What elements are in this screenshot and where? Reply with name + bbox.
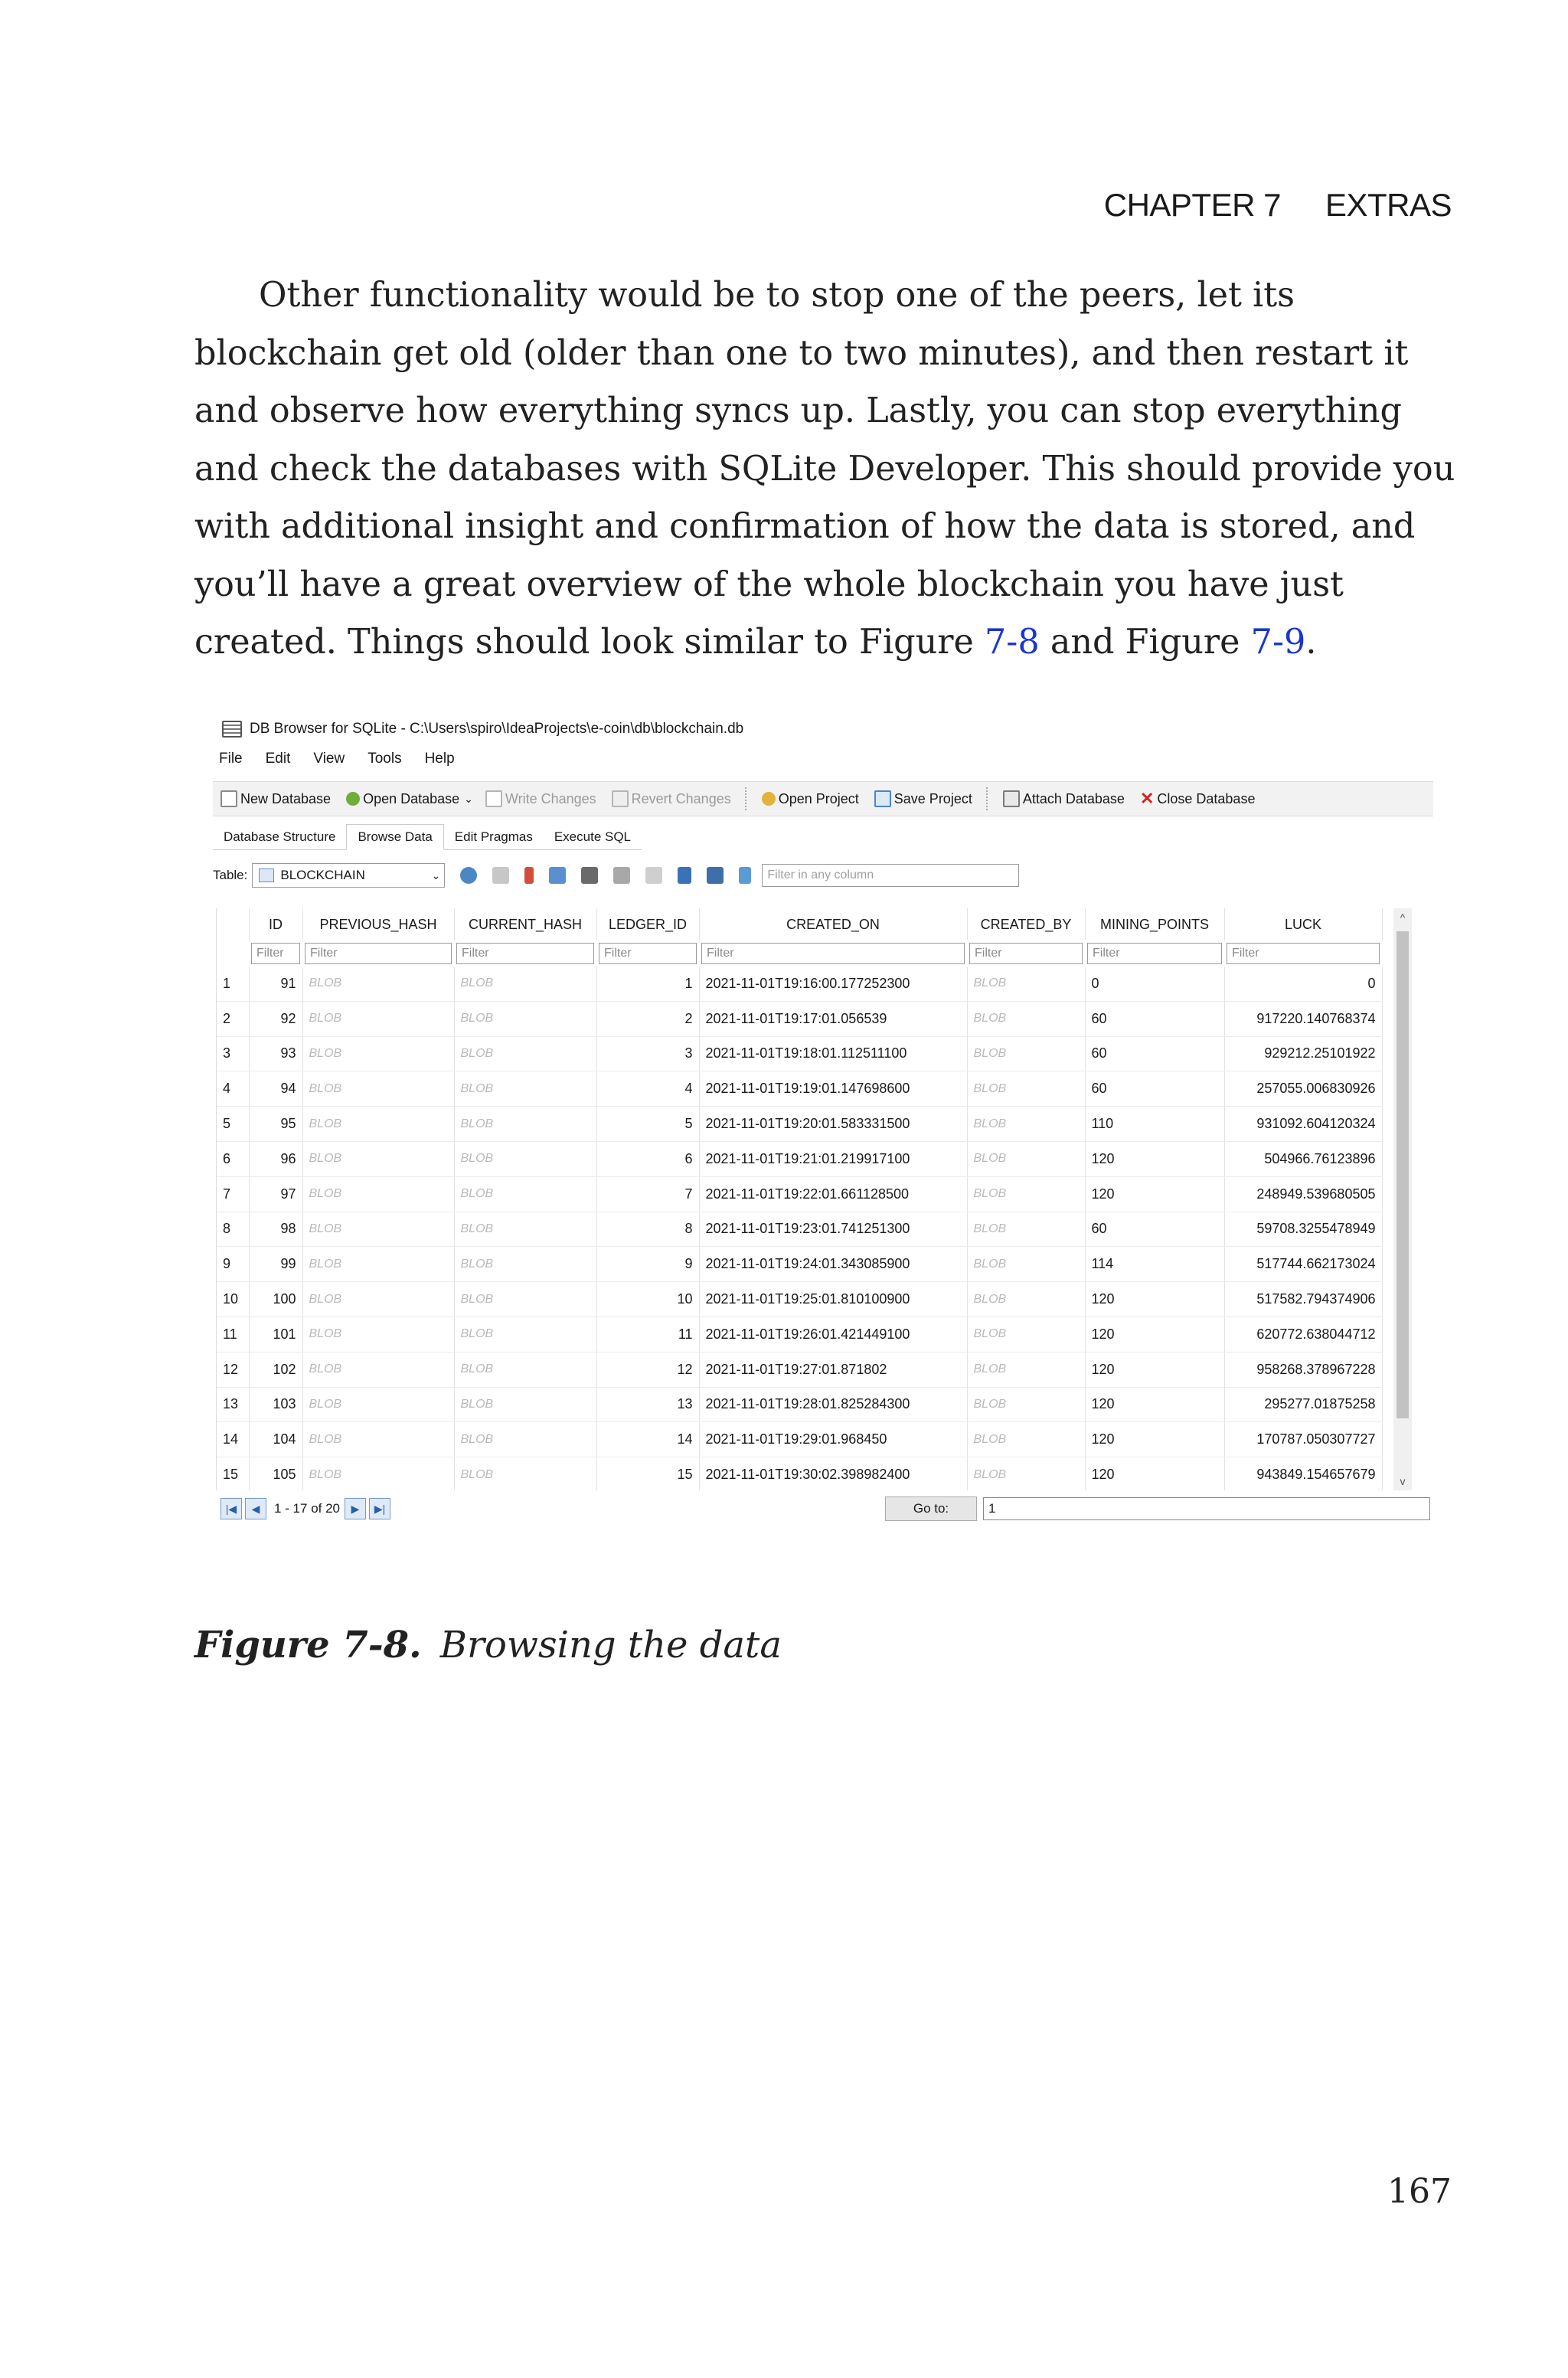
table-row[interactable]	[217, 1387, 1382, 1422]
table-cell[interactable]: 10	[596, 1282, 699, 1317]
table-cell[interactable]: BLOB	[967, 1141, 1085, 1176]
previous-page-icon[interactable]: ◀	[245, 1498, 266, 1519]
figure-link-7-8[interactable]: 7-8	[985, 623, 1040, 662]
column-header[interactable]: PREVIOUS_HASH	[302, 908, 454, 940]
table-cell[interactable]: 92	[249, 1001, 302, 1036]
column-filter-input[interactable]: Filter	[701, 943, 965, 964]
revert-changes-button[interactable]: Revert Changes	[604, 790, 739, 807]
window-title: DB Browser for SQLite - C:\Users\spiro\IdeaProjects\e-coin\db\blockchain.db	[250, 721, 744, 737]
column-header[interactable]: MINING_POINTS	[1085, 908, 1224, 940]
table-cell[interactable]: 1	[596, 967, 699, 1001]
table-cell[interactable]: BLOB	[967, 1071, 1085, 1107]
table-cell[interactable]: BLOB	[454, 967, 596, 1001]
table-cell[interactable]: 60	[1085, 1036, 1224, 1071]
table-cell[interactable]: BLOB	[454, 1001, 596, 1036]
figure-caption-text: Browsing the data	[439, 1624, 782, 1667]
column-filter-input[interactable]: Filter	[1227, 943, 1380, 964]
table-cell[interactable]: 120	[1085, 1457, 1224, 1490]
table-cell[interactable]: BLOB	[302, 967, 454, 1001]
table-cell[interactable]: BLOB	[302, 1422, 454, 1457]
revert-changes-icon	[612, 790, 629, 807]
table-cell[interactable]: 93	[249, 1036, 302, 1071]
text-format-icon[interactable]	[739, 867, 751, 884]
table-cell[interactable]: 0	[1085, 967, 1224, 1001]
scrollbar-thumb[interactable]	[1396, 931, 1409, 1418]
row-number: 15	[217, 1457, 249, 1490]
record-count: 1 - 17 of 20	[274, 1501, 341, 1516]
figure-caption-label: Figure 7-8.	[194, 1624, 422, 1667]
clear-filters-icon[interactable]	[492, 867, 509, 884]
table-cell[interactable]: 2021-11-01T19:17:01.056539	[699, 1001, 967, 1036]
table-row[interactable]	[217, 1036, 1382, 1071]
find-icon[interactable]	[678, 867, 691, 884]
table-cell[interactable]: BLOB	[302, 1387, 454, 1422]
menu-bar	[219, 751, 478, 774]
table-row[interactable]	[217, 1071, 1382, 1107]
table-row[interactable]	[217, 1001, 1382, 1036]
table-cell[interactable]: 2021-11-01T19:27:01.871802	[699, 1352, 967, 1387]
table-cell[interactable]: 7	[596, 1176, 699, 1212]
table-cell[interactable]: 2021-11-01T19:29:01.968450	[699, 1422, 967, 1457]
table-cell[interactable]: 14	[596, 1422, 699, 1457]
table-cell[interactable]: 2021-11-01T19:21:01.219917100	[699, 1141, 967, 1176]
last-page-icon[interactable]: ▶|	[369, 1498, 390, 1519]
row-number: 14	[217, 1422, 249, 1457]
row-number: 13	[217, 1387, 249, 1422]
column-header[interactable]: CURRENT_HASH	[454, 908, 596, 940]
table-cell[interactable]: BLOB	[454, 1352, 596, 1387]
filter-any-column-input[interactable]: Filter in any column	[762, 864, 1019, 887]
scroll-up-icon[interactable]: ^	[1400, 911, 1406, 924]
table-row[interactable]	[217, 1282, 1382, 1317]
body-paragraph	[194, 267, 1465, 672]
row-number: 8	[217, 1212, 249, 1247]
table-cell[interactable]: BLOB	[302, 1212, 454, 1247]
insert-record-icon[interactable]	[613, 867, 630, 884]
table-cell[interactable]: 96	[249, 1141, 302, 1176]
find-replace-icon[interactable]	[707, 867, 724, 884]
table-cell[interactable]: 13	[596, 1387, 699, 1422]
table-cell[interactable]: 4	[596, 1071, 699, 1107]
table-cell[interactable]: 929212.25101922	[1224, 1036, 1382, 1071]
table-cell[interactable]: 2021-11-01T19:18:01.112511100	[699, 1036, 967, 1071]
table-cell[interactable]: 11	[596, 1317, 699, 1352]
table-cell[interactable]: 0	[1224, 967, 1382, 1001]
table-cell[interactable]: BLOB	[454, 1247, 596, 1282]
table-row[interactable]	[217, 1212, 1382, 1247]
header-row	[217, 908, 1382, 940]
table-cell[interactable]: 295277.01875258	[1224, 1387, 1382, 1422]
table-cell[interactable]: 91	[249, 967, 302, 1001]
table-cell[interactable]: BLOB	[967, 1457, 1085, 1490]
goto-button[interactable]: Go to:	[885, 1496, 977, 1521]
clear-sorting-icon[interactable]	[524, 867, 534, 884]
table-cell[interactable]: 120	[1085, 1176, 1224, 1212]
table-cell[interactable]: BLOB	[967, 1001, 1085, 1036]
table-cell[interactable]: 2021-11-01T19:19:01.147698600	[699, 1071, 967, 1107]
table-cell[interactable]: 120	[1085, 1317, 1224, 1352]
table-cell[interactable]: BLOB	[967, 1176, 1085, 1212]
table-cell[interactable]: BLOB	[454, 1212, 596, 1247]
tab-database-structure[interactable]: Database Structure	[213, 825, 346, 850]
table-cell[interactable]: BLOB	[967, 1352, 1085, 1387]
table-cell[interactable]: 2021-11-01T19:23:01.741251300	[699, 1212, 967, 1247]
tab-browse-data[interactable]: Browse Data	[346, 824, 443, 850]
table-cell[interactable]: BLOB	[302, 1036, 454, 1071]
table-row[interactable]	[217, 1457, 1382, 1490]
table-label: Table:	[213, 868, 248, 882]
table-cell[interactable]: 120	[1085, 1422, 1224, 1457]
table-row[interactable]	[217, 1141, 1382, 1176]
write-changes-button[interactable]: Write Changes	[478, 790, 604, 807]
table-cell[interactable]: 620772.638044712	[1224, 1317, 1382, 1352]
data-grid	[216, 908, 1411, 1490]
table-cell[interactable]: 60	[1085, 1212, 1224, 1247]
table-cell[interactable]: 6	[596, 1141, 699, 1176]
column-filter-input[interactable]: Filter	[251, 943, 300, 964]
next-page-icon[interactable]: ▶	[345, 1498, 366, 1519]
table-cell[interactable]: 105	[249, 1457, 302, 1490]
table-cell[interactable]: 99	[249, 1247, 302, 1282]
column-header[interactable]: LEDGER_ID	[596, 908, 699, 940]
tab-execute-sql[interactable]: Execute SQL	[544, 825, 642, 850]
refresh-icon[interactable]	[460, 867, 477, 884]
table-select-value: BLOCKCHAIN	[280, 868, 365, 882]
table-cell[interactable]: BLOB	[302, 1001, 454, 1036]
column-filter-input[interactable]: Filter	[305, 943, 452, 964]
row-number: 6	[217, 1141, 249, 1176]
close-database-button[interactable]: ✕ Close Database	[1139, 789, 1256, 808]
row-number: 5	[217, 1107, 249, 1142]
table-cell[interactable]: 917220.140768374	[1224, 1001, 1382, 1036]
save-project-button[interactable]: Save Project	[867, 790, 980, 807]
row-number: 2	[217, 1001, 249, 1036]
toolbar-separator	[745, 787, 748, 810]
database-icon	[222, 721, 242, 738]
row-number: 11	[217, 1317, 249, 1352]
table-row[interactable]	[217, 1176, 1382, 1212]
table-cell[interactable]: 2021-11-01T19:22:01.661128500	[699, 1176, 967, 1212]
table-icon	[259, 868, 274, 882]
table-body	[217, 967, 1382, 1490]
table-cell[interactable]: 170787.050307727	[1224, 1422, 1382, 1457]
column-header[interactable]: CREATED_ON	[699, 908, 967, 940]
table-cell[interactable]: 103	[249, 1387, 302, 1422]
record-navigation	[220, 1493, 1430, 1524]
table-cell[interactable]: 943849.154657679	[1224, 1457, 1382, 1490]
table-cell[interactable]: BLOB	[454, 1071, 596, 1107]
table-cell[interactable]: BLOB	[454, 1176, 596, 1212]
attach-database-icon	[1003, 790, 1020, 807]
table-cell[interactable]: 9	[596, 1247, 699, 1282]
table-cell[interactable]: 12	[596, 1352, 699, 1387]
table-cell[interactable]: BLOB	[302, 1457, 454, 1490]
table-select[interactable]	[252, 863, 445, 888]
table-cell[interactable]: BLOB	[302, 1352, 454, 1387]
figure-link-7-9[interactable]: 7-9	[1250, 623, 1306, 662]
table-row[interactable]	[217, 1247, 1382, 1282]
table-cell[interactable]: BLOB	[454, 1036, 596, 1071]
table-cell[interactable]: BLOB	[454, 1422, 596, 1457]
table-row[interactable]	[217, 967, 1382, 1001]
delete-record-icon[interactable]	[645, 867, 662, 884]
table-cell[interactable]: 248949.539680505	[1224, 1176, 1382, 1212]
menu-edit[interactable]: Edit	[265, 751, 291, 767]
column-header[interactable]: LUCK	[1224, 908, 1382, 940]
table-cell[interactable]: BLOB	[967, 1107, 1085, 1142]
paragraph-text: Other functionality would be to stop one of the peers, let its blockchain get old (older than one to two minutes), and then restart it and observe how everything syncs up. Lastly, you can stop everything and check the databases with SQLite Developer. This should provide you with additional insight and confirmation of how the data is stored, and you’ll have a great overview of the whole blockchain you have just created. Things should look similar to Figure	[194, 276, 1455, 662]
row-number: 4	[217, 1071, 249, 1107]
table-cell[interactable]: BLOB	[454, 1387, 596, 1422]
filter-row	[217, 940, 1382, 967]
figure-screenshot	[208, 712, 1438, 1593]
open-database-button[interactable]: Open Database	[338, 791, 467, 807]
table-cell[interactable]: 95	[249, 1107, 302, 1142]
save-results-icon[interactable]	[549, 867, 566, 884]
table-cell[interactable]: 2021-11-01T19:25:01.810100900	[699, 1282, 967, 1317]
table-cell[interactable]: 104	[249, 1422, 302, 1457]
open-project-icon	[762, 792, 776, 806]
column-filter-input[interactable]: Filter	[456, 943, 594, 964]
table-cell[interactable]: 517582.794374906	[1224, 1282, 1382, 1317]
table-cell[interactable]: BLOB	[967, 1247, 1085, 1282]
new-database-button[interactable]: New Database	[213, 790, 338, 807]
row-number: 12	[217, 1352, 249, 1387]
table-cell[interactable]: 59708.3255478949	[1224, 1212, 1382, 1247]
table-cell[interactable]: 98	[249, 1212, 302, 1247]
table-cell[interactable]: BLOB	[454, 1141, 596, 1176]
column-header[interactable]: ID	[249, 908, 302, 940]
tab-edit-pragmas[interactable]: Edit Pragmas	[444, 825, 544, 850]
table-cell[interactable]: 2021-11-01T19:24:01.343085900	[699, 1247, 967, 1282]
table-row[interactable]	[217, 1107, 1382, 1142]
table-cell[interactable]: BLOB	[302, 1282, 454, 1317]
toolbar-separator	[986, 787, 989, 810]
table-row[interactable]	[217, 1352, 1382, 1387]
table-cell[interactable]: 60	[1085, 1071, 1224, 1107]
goto-input[interactable]: 1	[983, 1497, 1430, 1520]
table-cell[interactable]: 517744.662173024	[1224, 1247, 1382, 1282]
table-cell[interactable]: BLOB	[302, 1176, 454, 1212]
table-cell[interactable]: BLOB	[454, 1317, 596, 1352]
column-filter-input[interactable]: Filter	[1087, 943, 1222, 964]
table-cell[interactable]: BLOB	[967, 1317, 1085, 1352]
write-changes-icon	[485, 790, 502, 807]
table-cell[interactable]: BLOB	[302, 1317, 454, 1352]
table-cell[interactable]: 5	[596, 1107, 699, 1142]
table-cell[interactable]: 60	[1085, 1001, 1224, 1036]
table-cell[interactable]: 2021-11-01T19:20:01.583331500	[699, 1107, 967, 1142]
attach-database-button[interactable]: Attach Database	[995, 790, 1132, 807]
vertical-scrollbar[interactable]	[1393, 908, 1412, 1490]
table-cell[interactable]: BLOB	[454, 1282, 596, 1317]
menu-view[interactable]: View	[313, 751, 345, 767]
open-project-button[interactable]: Open Project	[754, 791, 867, 807]
table-cell[interactable]: 120	[1085, 1141, 1224, 1176]
table-cell[interactable]: 120	[1085, 1352, 1224, 1387]
chevron-down-icon: ⌄	[431, 868, 441, 882]
table-cell[interactable]: BLOB	[967, 967, 1085, 1001]
open-database-icon	[346, 792, 360, 806]
table-row[interactable]	[217, 1317, 1382, 1352]
table-cell[interactable]: BLOB	[967, 1212, 1085, 1247]
table-cell[interactable]: BLOB	[302, 1247, 454, 1282]
paragraph-text: .	[1305, 623, 1317, 662]
chevron-down-icon[interactable]: ⌄	[464, 792, 473, 805]
tab-bar	[213, 824, 642, 850]
row-number: 3	[217, 1036, 249, 1071]
paragraph-text: and Figure	[1039, 623, 1251, 662]
table-cell[interactable]: 110	[1085, 1107, 1224, 1142]
table-cell[interactable]: 97	[249, 1176, 302, 1212]
page-number: 167	[1387, 2172, 1452, 2211]
table-cell[interactable]: 102	[249, 1352, 302, 1387]
main-toolbar	[213, 781, 1433, 816]
table-cell[interactable]: BLOB	[967, 1282, 1085, 1317]
table-cell[interactable]: 931092.604120324	[1224, 1107, 1382, 1142]
table-cell[interactable]: BLOB	[302, 1071, 454, 1107]
column-header[interactable]: CREATED_BY	[967, 908, 1085, 940]
browse-toolbar	[213, 858, 1433, 893]
table-cell[interactable]: 101	[249, 1317, 302, 1352]
table-cell[interactable]: 257055.006830926	[1224, 1071, 1382, 1107]
table-cell[interactable]: 120	[1085, 1387, 1224, 1422]
table-cell[interactable]: 504966.76123896	[1224, 1141, 1382, 1176]
running-head	[1104, 187, 1452, 224]
table-cell[interactable]: 120	[1085, 1282, 1224, 1317]
window-titlebar	[222, 715, 743, 743]
table-cell[interactable]: BLOB	[302, 1107, 454, 1142]
row-number: 9	[217, 1247, 249, 1282]
figure-caption	[194, 1624, 782, 1667]
table-cell[interactable]: 958268.378967228	[1224, 1352, 1382, 1387]
table-cell[interactable]: 15	[596, 1457, 699, 1490]
new-database-icon	[220, 790, 237, 807]
table-cell[interactable]: 2021-11-01T19:16:00.177252300	[699, 967, 967, 1001]
row-number: 10	[217, 1282, 249, 1317]
table-cell[interactable]: BLOB	[967, 1036, 1085, 1071]
table-cell[interactable]: 2021-11-01T19:26:01.421449100	[699, 1317, 967, 1352]
print-icon[interactable]	[581, 867, 598, 884]
table-cell[interactable]: 2021-11-01T19:30:02.398982400	[699, 1457, 967, 1490]
table-cell[interactable]: 114	[1085, 1247, 1224, 1282]
running-head-title: EXTRAS	[1325, 187, 1452, 223]
table-cell[interactable]: 8	[596, 1212, 699, 1247]
table-cell[interactable]: BLOB	[454, 1107, 596, 1142]
table-cell[interactable]: 2	[596, 1001, 699, 1036]
table-row[interactable]	[217, 1422, 1382, 1457]
running-head-chapter: CHAPTER 7	[1103, 187, 1281, 223]
save-project-icon	[874, 790, 891, 807]
column-filter-input[interactable]: Filter	[599, 943, 697, 964]
table-cell[interactable]: BLOB	[302, 1141, 454, 1176]
column-filter-input[interactable]: Filter	[969, 943, 1083, 964]
row-number-header	[217, 908, 249, 940]
menu-file[interactable]: File	[219, 751, 243, 767]
table-cell[interactable]: BLOB	[967, 1387, 1085, 1422]
first-page-icon[interactable]: |◀	[220, 1498, 242, 1519]
row-number: 1	[217, 967, 249, 1001]
table-cell[interactable]: BLOB	[454, 1457, 596, 1490]
table-cell[interactable]: 2021-11-01T19:28:01.825284300	[699, 1387, 967, 1422]
menu-help[interactable]: Help	[424, 751, 455, 767]
close-icon: ✕	[1139, 789, 1155, 808]
menu-tools[interactable]: Tools	[368, 751, 402, 767]
scroll-down-icon[interactable]: v	[1400, 1475, 1406, 1487]
table-cell[interactable]: 100	[249, 1282, 302, 1317]
table-cell[interactable]: 94	[249, 1071, 302, 1107]
table-cell[interactable]: 3	[596, 1036, 699, 1071]
table-cell[interactable]: BLOB	[967, 1422, 1085, 1457]
row-number: 7	[217, 1176, 249, 1212]
